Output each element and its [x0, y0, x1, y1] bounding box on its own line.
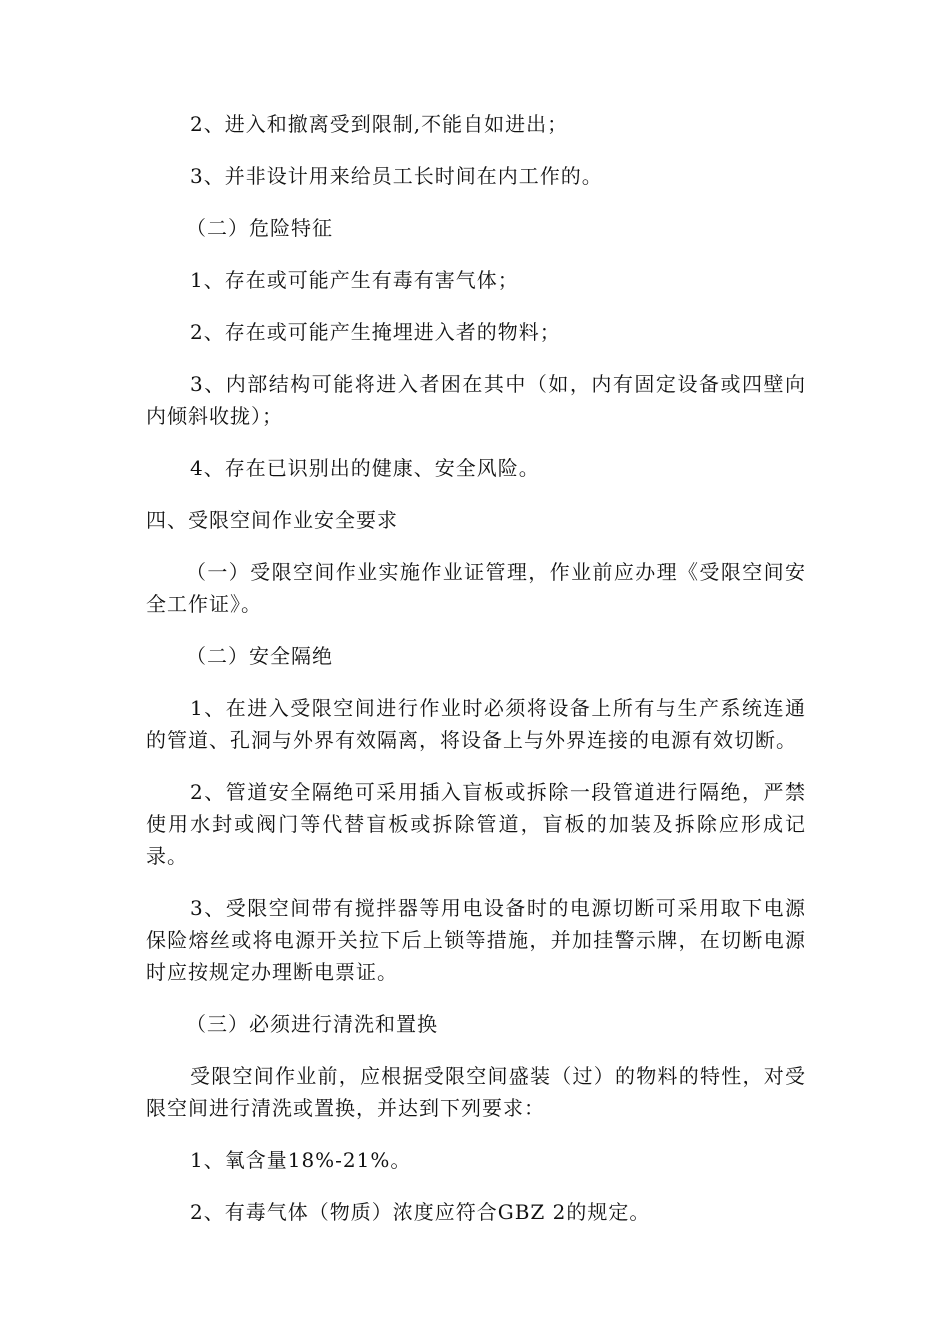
paragraph-not-designed-for-work: 3、并非设计用来给员工长时间在内工作的。 [190, 164, 603, 188]
paragraph-toxic-gas: 1、存在或可能产生有毒有害气体； [190, 268, 519, 292]
heading-safety-isolation: （二）安全隔绝 [186, 644, 333, 668]
paragraph-work-permit: （一）受限空间作业实施作业证管理，作业前应办理《受限空间安全工作证》。 [146, 560, 806, 616]
document-page [146, 108, 806, 1248]
paragraph-cleaning-requirements: 受限空间作业前，应根据受限空间盛装（过）的物料的特性，对受限空间进行清洗或置换，并达到下列要求： [146, 1064, 806, 1120]
paragraph-blind-plate: 2、管道安全隔绝可采用插入盲板或拆除一段管道进行隔绝，严禁使用水封或阀门等代替盲板或拆除管道，盲板的加装及拆除应形成记录。 [146, 780, 806, 868]
paragraph-isolate-pipes: 1、在进入受限空间进行作业时必须将设备上所有与生产系统连通的管道、孔洞与外界有效隔离，将设备上与外界连接的电源有效切断。 [146, 696, 806, 752]
paragraph-power-cutoff: 3、受限空间带有搅拌器等用电设备时的电源切断可采用取下电源保险熔丝或将电源开关拉下后上锁等措施，并加挂警示牌，在切断电源时应按规定办理断电票证。 [146, 896, 806, 984]
paragraph-internal-structure: 3、内部结构可能将进入者困在其中（如，内有固定设备或四壁向内倾斜收拢）； [146, 372, 806, 428]
section-heading-safety-requirements: 四、受限空间作业安全要求 [146, 508, 398, 532]
paragraph-entry-exit-limited: 2、进入和撤离受到限制,不能自如进出； [190, 112, 569, 136]
heading-hazard-features: （二）危险特征 [186, 216, 333, 240]
paragraph-identified-risks: 4、存在已识别出的健康、安全风险。 [190, 456, 540, 480]
heading-cleaning-replacement: （三）必须进行清洗和置换 [186, 1012, 438, 1036]
paragraph-oxygen-content: 1、氧含量18%-21%。 [190, 1148, 412, 1172]
paragraph-burying-material: 2、存在或可能产生掩埋进入者的物料； [190, 320, 561, 344]
paragraph-toxic-concentration: 2、有毒气体（物质）浓度应符合GBZ 2的规定。 [190, 1200, 651, 1224]
